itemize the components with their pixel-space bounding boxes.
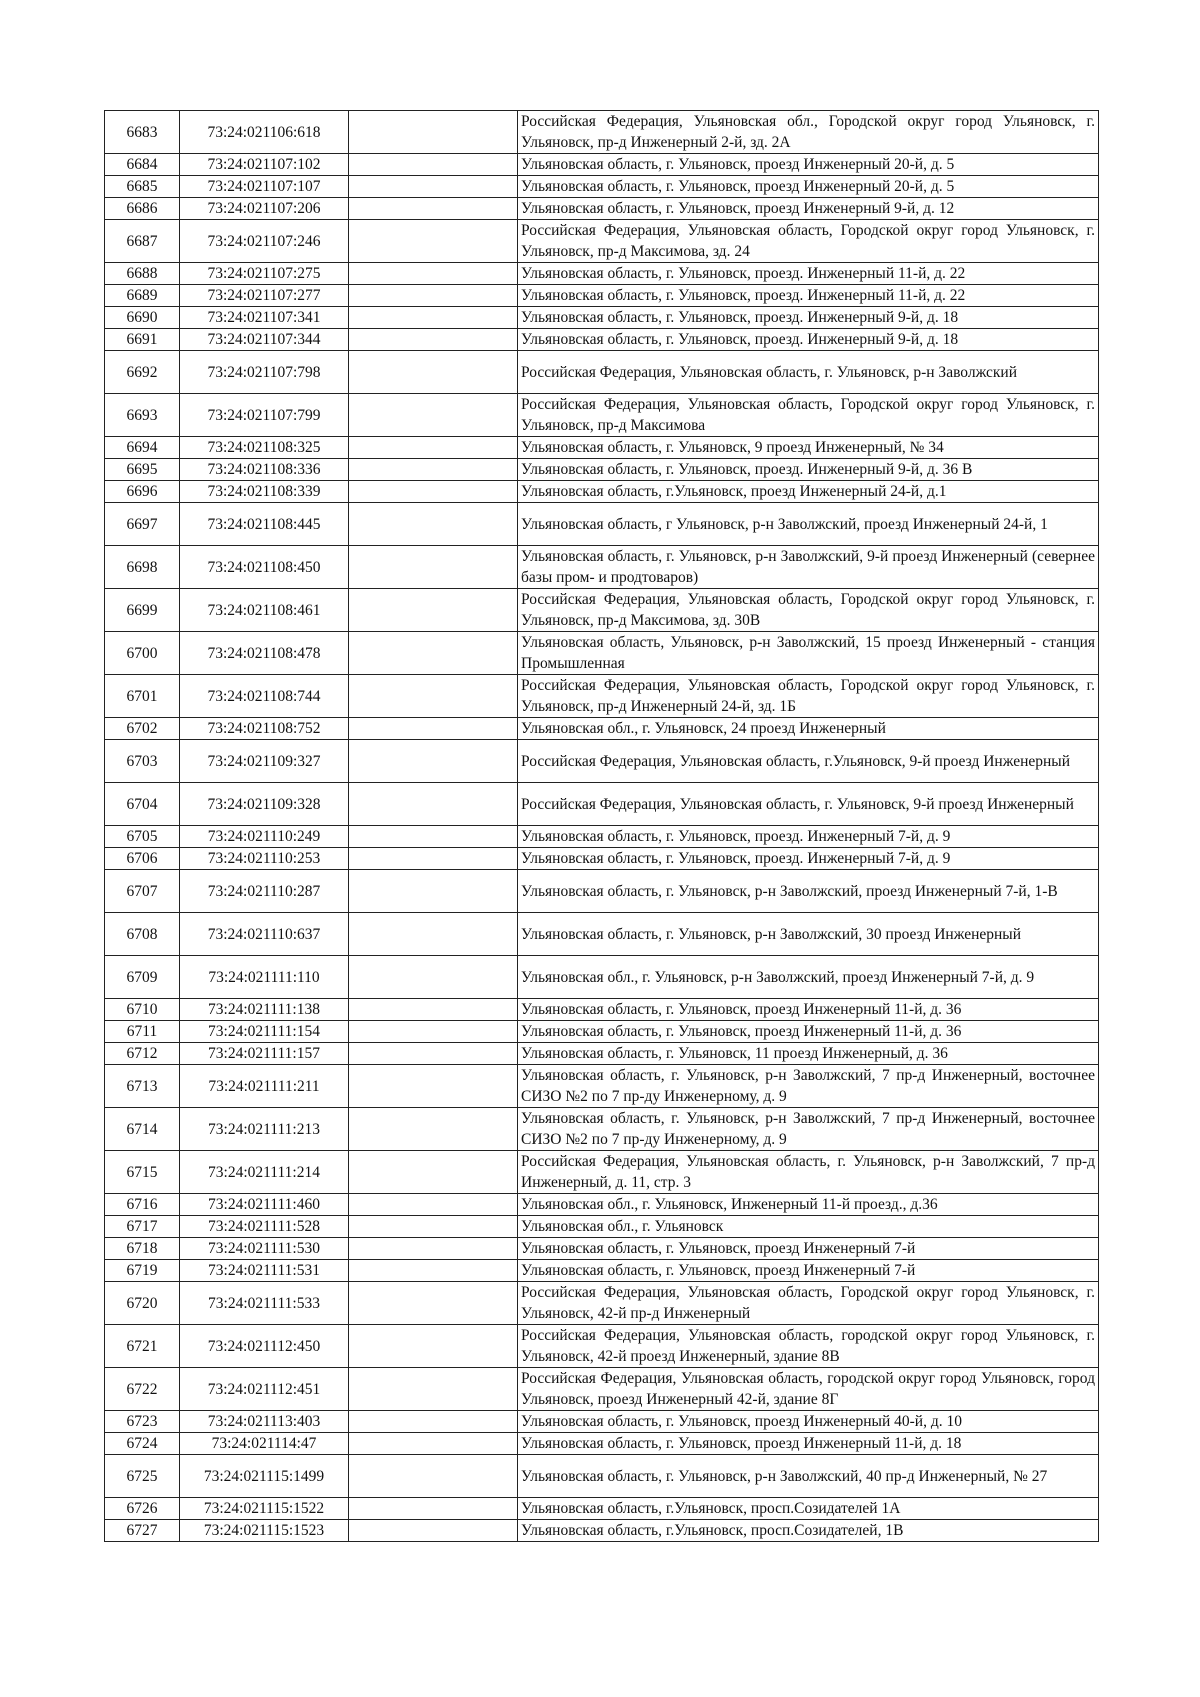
address-cell: Ульяновская область, г.Ульяновск, просп.Созидателей 1А [518, 1498, 1099, 1520]
empty-cell [349, 111, 518, 154]
row-number-cell: 6692 [105, 351, 180, 394]
cadastral-number-cell: 73:24:021115:1499 [180, 1455, 349, 1498]
address-cell: Российская Федерация, Ульяновская область, Городской округ город Ульяновск, г. Ульяновск, пр-д Максимова, зд. 24 [518, 220, 1099, 263]
row-number-cell: 6701 [105, 675, 180, 718]
empty-cell [349, 870, 518, 913]
row-number-cell: 6717 [105, 1216, 180, 1238]
address-cell: Ульяновская область, г. Ульяновск, р-н Заволжский, 9-й проезд Инженерный (севернее базы пром- и продтоваров) [518, 546, 1099, 589]
row-number-cell: 6721 [105, 1325, 180, 1368]
address-cell: Ульяновская область, г Ульяновск, р-н Заволжский, проезд Инженерный 24-й, 1 [518, 503, 1099, 546]
table-row [105, 503, 1099, 546]
table-row [105, 956, 1099, 999]
table-row [105, 675, 1099, 718]
address-cell: Ульяновская область, Ульяновск, р-н Заволжский, 15 проезд Инженерный - станция Промышленная [518, 632, 1099, 675]
row-number-cell: 6707 [105, 870, 180, 913]
address-cell: Российская Федерация, Ульяновская область, г. Ульяновск, р-н Заволжский, 7 пр-д Инженерный, д. 11, стр. 3 [518, 1151, 1099, 1194]
table-row [105, 1151, 1099, 1194]
empty-cell [349, 1433, 518, 1455]
empty-cell [349, 503, 518, 546]
table-row [105, 1065, 1099, 1108]
empty-cell [349, 437, 518, 459]
row-number-cell: 6699 [105, 589, 180, 632]
row-number-cell: 6690 [105, 307, 180, 329]
address-cell: Ульяновская область, г. Ульяновск, проезд Инженерный 11-й, д. 36 [518, 999, 1099, 1021]
address-cell: Ульяновская область, г. Ульяновск, 9 проезд Инженерный, № 34 [518, 437, 1099, 459]
address-cell: Российская Федерация, Ульяновская область, г. Ульяновск, 9-й проезд Инженерный [518, 783, 1099, 826]
cadastral-number-cell: 73:24:021111:530 [180, 1238, 349, 1260]
cadastral-number-cell: 73:24:021108:445 [180, 503, 349, 546]
cadastral-number-cell: 73:24:021110:637 [180, 913, 349, 956]
table-row [105, 740, 1099, 783]
address-cell: Ульяновская область, г. Ульяновск, проезд. Инженерный 7-й, д. 9 [518, 848, 1099, 870]
cadastral-number-cell: 73:24:021110:253 [180, 848, 349, 870]
cadastral-number-cell: 73:24:021112:450 [180, 1325, 349, 1368]
empty-cell [349, 589, 518, 632]
table-row [105, 718, 1099, 740]
empty-cell [349, 1151, 518, 1194]
row-number-cell: 6712 [105, 1043, 180, 1065]
table-row [105, 307, 1099, 329]
row-number-cell: 6726 [105, 1498, 180, 1520]
empty-cell [349, 675, 518, 718]
empty-cell [349, 826, 518, 848]
cadastral-number-cell: 73:24:021111:211 [180, 1065, 349, 1108]
row-number-cell: 6708 [105, 913, 180, 956]
address-cell: Российская Федерация, Ульяновская область, городской округ город Ульяновск, город Ульяновск, проезд Инженерный 42-й, здание 8Г [518, 1368, 1099, 1411]
cadastral-number-cell: 73:24:021111:460 [180, 1194, 349, 1216]
cadastral-number-cell: 73:24:021107:799 [180, 394, 349, 437]
cadastral-number-cell: 73:24:021111:533 [180, 1282, 349, 1325]
cadastral-number-cell: 73:24:021111:213 [180, 1108, 349, 1151]
registry-table-body [105, 111, 1099, 1542]
table-row [105, 154, 1099, 176]
empty-cell [349, 1520, 518, 1542]
empty-cell [349, 783, 518, 826]
table-row [105, 220, 1099, 263]
empty-cell [349, 1216, 518, 1238]
address-cell: Ульяновская область, г. Ульяновск, р-н Заволжский, 40 пр-д Инженерный, № 27 [518, 1455, 1099, 1498]
address-cell: Ульяновская область, г. Ульяновск, р-н Заволжский, проезд Инженерный 7-й, 1-В [518, 870, 1099, 913]
empty-cell [349, 1238, 518, 1260]
row-number-cell: 6686 [105, 198, 180, 220]
row-number-cell: 6689 [105, 285, 180, 307]
cadastral-number-cell: 73:24:021106:618 [180, 111, 349, 154]
empty-cell [349, 329, 518, 351]
cadastral-number-cell: 73:24:021111:154 [180, 1021, 349, 1043]
table-row [105, 1520, 1099, 1542]
table-row [105, 176, 1099, 198]
table-row [105, 1455, 1099, 1498]
row-number-cell: 6719 [105, 1260, 180, 1282]
cadastral-number-cell: 73:24:021114:47 [180, 1433, 349, 1455]
address-cell: Ульяновская обл., г. Ульяновск, Инженерный 11-й проезд., д.36 [518, 1194, 1099, 1216]
address-cell: Российская Федерация, Ульяновская область, Городской округ город Ульяновск, г. Ульяновск, пр-д Максимова [518, 394, 1099, 437]
empty-cell [349, 740, 518, 783]
address-cell: Российская Федерация, Ульяновская область, г. Ульяновск, р-н Заволжский [518, 351, 1099, 394]
address-cell: Ульяновская область, г. Ульяновск, проезд. Инженерный 11-й, д. 22 [518, 263, 1099, 285]
address-cell: Ульяновская область, г. Ульяновск, проезд Инженерный 9-й, д. 12 [518, 198, 1099, 220]
table-row [105, 848, 1099, 870]
row-number-cell: 6724 [105, 1433, 180, 1455]
cadastral-number-cell: 73:24:021107:275 [180, 263, 349, 285]
table-row [105, 1433, 1099, 1455]
table-row [105, 1282, 1099, 1325]
address-cell: Ульяновская область, г.Ульяновск, просп.Созидателей, 1В [518, 1520, 1099, 1542]
row-number-cell: 6687 [105, 220, 180, 263]
row-number-cell: 6710 [105, 999, 180, 1021]
empty-cell [349, 1498, 518, 1520]
cadastral-number-cell: 73:24:021108:336 [180, 459, 349, 481]
cadastral-number-cell: 73:24:021108:461 [180, 589, 349, 632]
empty-cell [349, 1282, 518, 1325]
empty-cell [349, 481, 518, 503]
address-cell: Российская Федерация, Ульяновская область, Городской округ город Ульяновск, г. Ульяновск, пр-д Инженерный 24-й, зд. 1Б [518, 675, 1099, 718]
empty-cell [349, 220, 518, 263]
cadastral-number-cell: 73:24:021108:744 [180, 675, 349, 718]
row-number-cell: 6709 [105, 956, 180, 999]
row-number-cell: 6698 [105, 546, 180, 589]
row-number-cell: 6713 [105, 1065, 180, 1108]
cadastral-number-cell: 73:24:021109:327 [180, 740, 349, 783]
table-row [105, 1043, 1099, 1065]
table-row [105, 1260, 1099, 1282]
cadastral-number-cell: 73:24:021108:752 [180, 718, 349, 740]
row-number-cell: 6700 [105, 632, 180, 675]
cadastral-number-cell: 73:24:021111:531 [180, 1260, 349, 1282]
table-row [105, 870, 1099, 913]
empty-cell [349, 1108, 518, 1151]
address-cell: Ульяновская область, г. Ульяновск, р-н Заволжский, 7 пр-д Инженерный, восточнее СИЗО №2 по 7 пр-ду Инженерному, д. 9 [518, 1065, 1099, 1108]
address-cell: Ульяновская область, г. Ульяновск, проезд. Инженерный 7-й, д. 9 [518, 826, 1099, 848]
cadastral-number-cell: 73:24:021115:1523 [180, 1520, 349, 1542]
table-row [105, 1238, 1099, 1260]
cadastral-number-cell: 73:24:021108:339 [180, 481, 349, 503]
cadastral-number-cell: 73:24:021111:110 [180, 956, 349, 999]
row-number-cell: 6714 [105, 1108, 180, 1151]
row-number-cell: 6703 [105, 740, 180, 783]
row-number-cell: 6695 [105, 459, 180, 481]
cadastral-number-cell: 73:24:021110:249 [180, 826, 349, 848]
cadastral-number-cell: 73:24:021111:157 [180, 1043, 349, 1065]
row-number-cell: 6683 [105, 111, 180, 154]
empty-cell [349, 546, 518, 589]
address-cell: Ульяновская область, г. Ульяновск, проезд. Инженерный 11-й, д. 22 [518, 285, 1099, 307]
address-cell: Ульяновская область, г. Ульяновск, р-н Заволжский, 30 проезд Инженерный [518, 913, 1099, 956]
table-row [105, 1325, 1099, 1368]
row-number-cell: 6702 [105, 718, 180, 740]
row-number-cell: 6704 [105, 783, 180, 826]
address-cell: Ульяновская область, г. Ульяновск, проезд Инженерный 20-й, д. 5 [518, 176, 1099, 198]
address-cell: Ульяновская область, г. Ульяновск, проезд Инженерный 20-й, д. 5 [518, 154, 1099, 176]
cadastral-number-cell: 73:24:021109:328 [180, 783, 349, 826]
empty-cell [349, 1325, 518, 1368]
empty-cell [349, 394, 518, 437]
empty-cell [349, 913, 518, 956]
empty-cell [349, 1065, 518, 1108]
empty-cell [349, 198, 518, 220]
cadastral-number-cell: 73:24:021108:450 [180, 546, 349, 589]
row-number-cell: 6727 [105, 1520, 180, 1542]
table-row [105, 826, 1099, 848]
row-number-cell: 6696 [105, 481, 180, 503]
table-row [105, 1021, 1099, 1043]
address-cell: Ульяновская область, г. Ульяновск, проезд. Инженерный 9-й, д. 18 [518, 329, 1099, 351]
empty-cell [349, 718, 518, 740]
row-number-cell: 6723 [105, 1411, 180, 1433]
row-number-cell: 6691 [105, 329, 180, 351]
row-number-cell: 6688 [105, 263, 180, 285]
cadastral-number-cell: 73:24:021107:277 [180, 285, 349, 307]
empty-cell [349, 632, 518, 675]
registry-table [104, 110, 1099, 1542]
table-row [105, 111, 1099, 154]
table-row [105, 1368, 1099, 1411]
address-cell: Российская Федерация, Ульяновская область, Городской округ город Ульяновск, г. Ульяновск, пр-д Максимова, зд. 30В [518, 589, 1099, 632]
table-row [105, 632, 1099, 675]
cadastral-number-cell: 73:24:021107:341 [180, 307, 349, 329]
row-number-cell: 6684 [105, 154, 180, 176]
address-cell: Российская Федерация, Ульяновская область, городской округ город Ульяновск, г. Ульяновск, 42-й проезд Инженерный, здание 8В [518, 1325, 1099, 1368]
table-row [105, 913, 1099, 956]
row-number-cell: 6718 [105, 1238, 180, 1260]
row-number-cell: 6685 [105, 176, 180, 198]
table-row [105, 459, 1099, 481]
empty-cell [349, 956, 518, 999]
row-number-cell: 6725 [105, 1455, 180, 1498]
empty-cell [349, 154, 518, 176]
cadastral-number-cell: 73:24:021111:214 [180, 1151, 349, 1194]
table-row [105, 999, 1099, 1021]
cadastral-number-cell: 73:24:021107:246 [180, 220, 349, 263]
empty-cell [349, 307, 518, 329]
empty-cell [349, 1455, 518, 1498]
cadastral-number-cell: 73:24:021111:528 [180, 1216, 349, 1238]
table-row [105, 1108, 1099, 1151]
address-cell: Ульяновская область, г. Ульяновск, проезд Инженерный 11-й, д. 36 [518, 1021, 1099, 1043]
cadastral-number-cell: 73:24:021111:138 [180, 999, 349, 1021]
cadastral-number-cell: 73:24:021107:798 [180, 351, 349, 394]
address-cell: Ульяновская область, г. Ульяновск, проезд Инженерный 11-й, д. 18 [518, 1433, 1099, 1455]
cadastral-number-cell: 73:24:021115:1522 [180, 1498, 349, 1520]
empty-cell [349, 263, 518, 285]
address-cell: Российская Федерация, Ульяновская область, Городской округ город Ульяновск, г. Ульяновск, 42-й пр-д Инженерный [518, 1282, 1099, 1325]
table-row [105, 1411, 1099, 1433]
empty-cell [349, 459, 518, 481]
table-row [105, 285, 1099, 307]
cadastral-number-cell: 73:24:021107:107 [180, 176, 349, 198]
table-row [105, 783, 1099, 826]
address-cell: Ульяновская область, г. Ульяновск, проезд. Инженерный 9-й, д. 36 В [518, 459, 1099, 481]
empty-cell [349, 176, 518, 198]
table-row [105, 198, 1099, 220]
address-cell: Российская Федерация, Ульяновская область, г.Ульяновск, 9-й проезд Инженерный [518, 740, 1099, 783]
row-number-cell: 6720 [105, 1282, 180, 1325]
row-number-cell: 6694 [105, 437, 180, 459]
table-row [105, 394, 1099, 437]
row-number-cell: 6716 [105, 1194, 180, 1216]
row-number-cell: 6693 [105, 394, 180, 437]
address-cell: Ульяновская обл., г. Ульяновск, 24 проезд Инженерный [518, 718, 1099, 740]
table-row [105, 263, 1099, 285]
address-cell: Ульяновская область, г.Ульяновск, проезд Инженерный 24-й, д.1 [518, 481, 1099, 503]
table-row [105, 546, 1099, 589]
address-cell: Ульяновская область, г. Ульяновск, проезд. Инженерный 9-й, д. 18 [518, 307, 1099, 329]
empty-cell [349, 1043, 518, 1065]
empty-cell [349, 1260, 518, 1282]
cadastral-number-cell: 73:24:021107:344 [180, 329, 349, 351]
address-cell: Российская Федерация, Ульяновская обл., Городской округ город Ульяновск, г. Ульяновск, пр-д Инженерный 2-й, зд. 2А [518, 111, 1099, 154]
table-row [105, 437, 1099, 459]
table-row [105, 481, 1099, 503]
empty-cell [349, 285, 518, 307]
cadastral-number-cell: 73:24:021112:451 [180, 1368, 349, 1411]
cadastral-number-cell: 73:24:021113:403 [180, 1411, 349, 1433]
empty-cell [349, 351, 518, 394]
cadastral-number-cell: 73:24:021107:206 [180, 198, 349, 220]
cadastral-number-cell: 73:24:021108:478 [180, 632, 349, 675]
cadastral-number-cell: 73:24:021108:325 [180, 437, 349, 459]
address-cell: Ульяновская область, г. Ульяновск, 11 проезд Инженерный, д. 36 [518, 1043, 1099, 1065]
empty-cell [349, 999, 518, 1021]
row-number-cell: 6697 [105, 503, 180, 546]
empty-cell [349, 1411, 518, 1433]
row-number-cell: 6711 [105, 1021, 180, 1043]
row-number-cell: 6705 [105, 826, 180, 848]
table-row [105, 1216, 1099, 1238]
table-row [105, 351, 1099, 394]
table-row [105, 1194, 1099, 1216]
address-cell: Ульяновская область, г. Ульяновск, проезд Инженерный 7-й [518, 1260, 1099, 1282]
address-cell: Ульяновская область, г. Ульяновск, р-н Заволжский, 7 пр-д Инженерный, восточнее СИЗО №2 по 7 пр-ду Инженерному, д. 9 [518, 1108, 1099, 1151]
empty-cell [349, 848, 518, 870]
table-row [105, 1498, 1099, 1520]
table-row [105, 589, 1099, 632]
cadastral-number-cell: 73:24:021107:102 [180, 154, 349, 176]
empty-cell [349, 1194, 518, 1216]
empty-cell [349, 1368, 518, 1411]
address-cell: Ульяновская область, г. Ульяновск, проезд Инженерный 40-й, д. 10 [518, 1411, 1099, 1433]
row-number-cell: 6706 [105, 848, 180, 870]
row-number-cell: 6722 [105, 1368, 180, 1411]
cadastral-number-cell: 73:24:021110:287 [180, 870, 349, 913]
address-cell: Ульяновская обл., г. Ульяновск [518, 1216, 1099, 1238]
address-cell: Ульяновская обл., г. Ульяновск, р-н Заволжский, проезд Инженерный 7-й, д. 9 [518, 956, 1099, 999]
table-row [105, 329, 1099, 351]
row-number-cell: 6715 [105, 1151, 180, 1194]
address-cell: Ульяновская область, г. Ульяновск, проезд Инженерный 7-й [518, 1238, 1099, 1260]
empty-cell [349, 1021, 518, 1043]
